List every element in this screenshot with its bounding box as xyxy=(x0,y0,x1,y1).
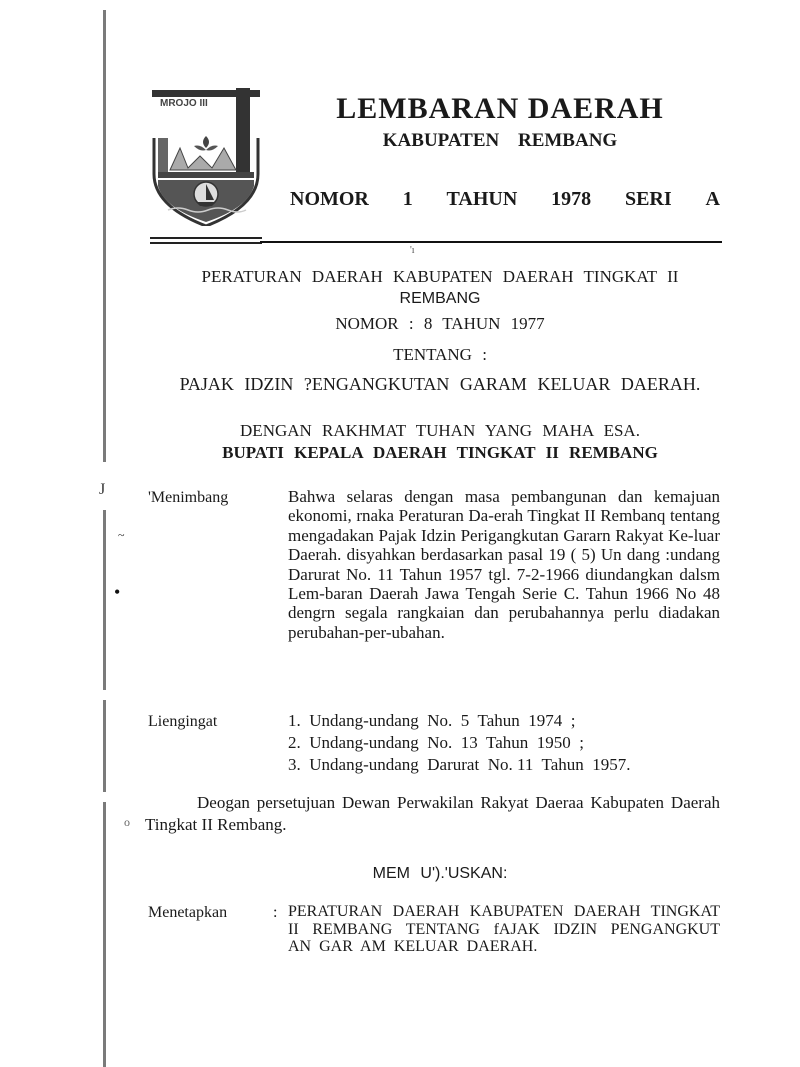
publication-title: LEMBARAN DAERAH xyxy=(336,92,664,125)
binding-line-segment xyxy=(103,510,106,690)
mengingat-item: 2. Undang-undang No. 13 Tahun 1950 ; xyxy=(288,733,584,752)
menimbang-label: 'Menimbang xyxy=(148,489,229,506)
regulation-tentang: TENTANG : xyxy=(393,345,487,364)
regulation-number: NOMOR : 8 TAHUN 1977 xyxy=(335,314,545,333)
menimbang-text: Bahwa selaras dengan masa pembangunan dan kemajuan ekonomi, rnaka Peraturan Da-erah Tingkat II Rembanq tentang mengadakan Pajak Idzin Perigangkutan Gararn Rakyat Ke-luar Daerah. disyahkan berdasarkan pasal 19 ( 5) Un dang :undang Darurat No. 11 Tahun 1957 tgl. 7-2-1966 diundangkan dalsm Lem-baran Daerah Jawa Tengah Serie C. Tahun 1966 No 48 dengrn segala rangkaian dan perubahannya perlu diadakan perubahan-per-ubahan. xyxy=(288,487,720,642)
mengingat-item: 3. Undang-undang Darurat No. 11 Tahun 1957. xyxy=(288,755,631,774)
regulation-title-line2: REMBANG xyxy=(399,290,481,307)
persetujuan-text: Deogan persetujuan Dewan Perwakilan Rakyat Daeraa Kabupaten Daerah Tingkat II Rembang. xyxy=(145,793,720,834)
regulation-title-line1: PERATURAN DAERAH KABUPATEN DAERAH TINGKAT II xyxy=(201,267,679,286)
binding-line-segment xyxy=(103,802,106,1067)
publication-subtitle: KABUPATEN REMBANG xyxy=(382,130,618,151)
shield-emblem-icon xyxy=(148,86,266,226)
menetapkan-text: PERATURAN DAERAH KABUPATEN DAERAH TINGKAT II REMBANG TENTANG fAJAK IDZIN PENGANGKUT AN GAR AM KELUAR DAERAH. xyxy=(288,903,720,955)
margin-mark: ~ xyxy=(118,528,125,542)
svg-text:MROJO III: MROJO III xyxy=(160,98,208,109)
issue-seri-label: SERI xyxy=(624,188,672,210)
margin-mark: o xyxy=(124,815,130,829)
issue-tahun-label: TAHUN xyxy=(446,188,518,210)
issue-nomor-value: 1 xyxy=(402,188,413,210)
menetapkan-colon: : xyxy=(273,904,278,921)
mengingat-label: Liengingat xyxy=(148,713,218,730)
issue-nomor-label: NOMOR xyxy=(290,188,369,210)
rembang-coat-of-arms-logo xyxy=(148,86,266,226)
invocation-line: DENGAN RAKHMAT TUHAN YANG MAHA ESA. xyxy=(240,421,640,440)
authority-line: BUPATI KEPALA DAERAH TINGKAT II REMBANG xyxy=(222,443,658,462)
mengingat-list xyxy=(288,710,720,776)
binding-line-segment xyxy=(103,10,106,462)
scan-artifact-mark: 'ı xyxy=(410,245,415,256)
margin-mark: J xyxy=(99,481,106,498)
memutuskan-heading: MEM U').'USKAN: xyxy=(372,865,508,882)
issue-number-line xyxy=(290,188,720,211)
margin-mark: • xyxy=(114,582,121,602)
menetapkan-label: Menetapkan xyxy=(148,904,228,921)
binding-line-segment xyxy=(103,700,106,792)
header-double-rule xyxy=(150,237,262,244)
issue-tahun-value: 1978 xyxy=(551,188,592,210)
issue-seri-value: A xyxy=(705,188,720,210)
persetujuan-paragraph xyxy=(145,792,720,836)
mengingat-item: 1. Undang-undang No. 5 Tahun 1974 ; xyxy=(288,711,576,730)
regulation-subject: PAJAK IDZIN ?ENGANGKUTAN GARAM KELUAR DAERAH. xyxy=(179,374,701,394)
header-rule xyxy=(260,241,722,243)
